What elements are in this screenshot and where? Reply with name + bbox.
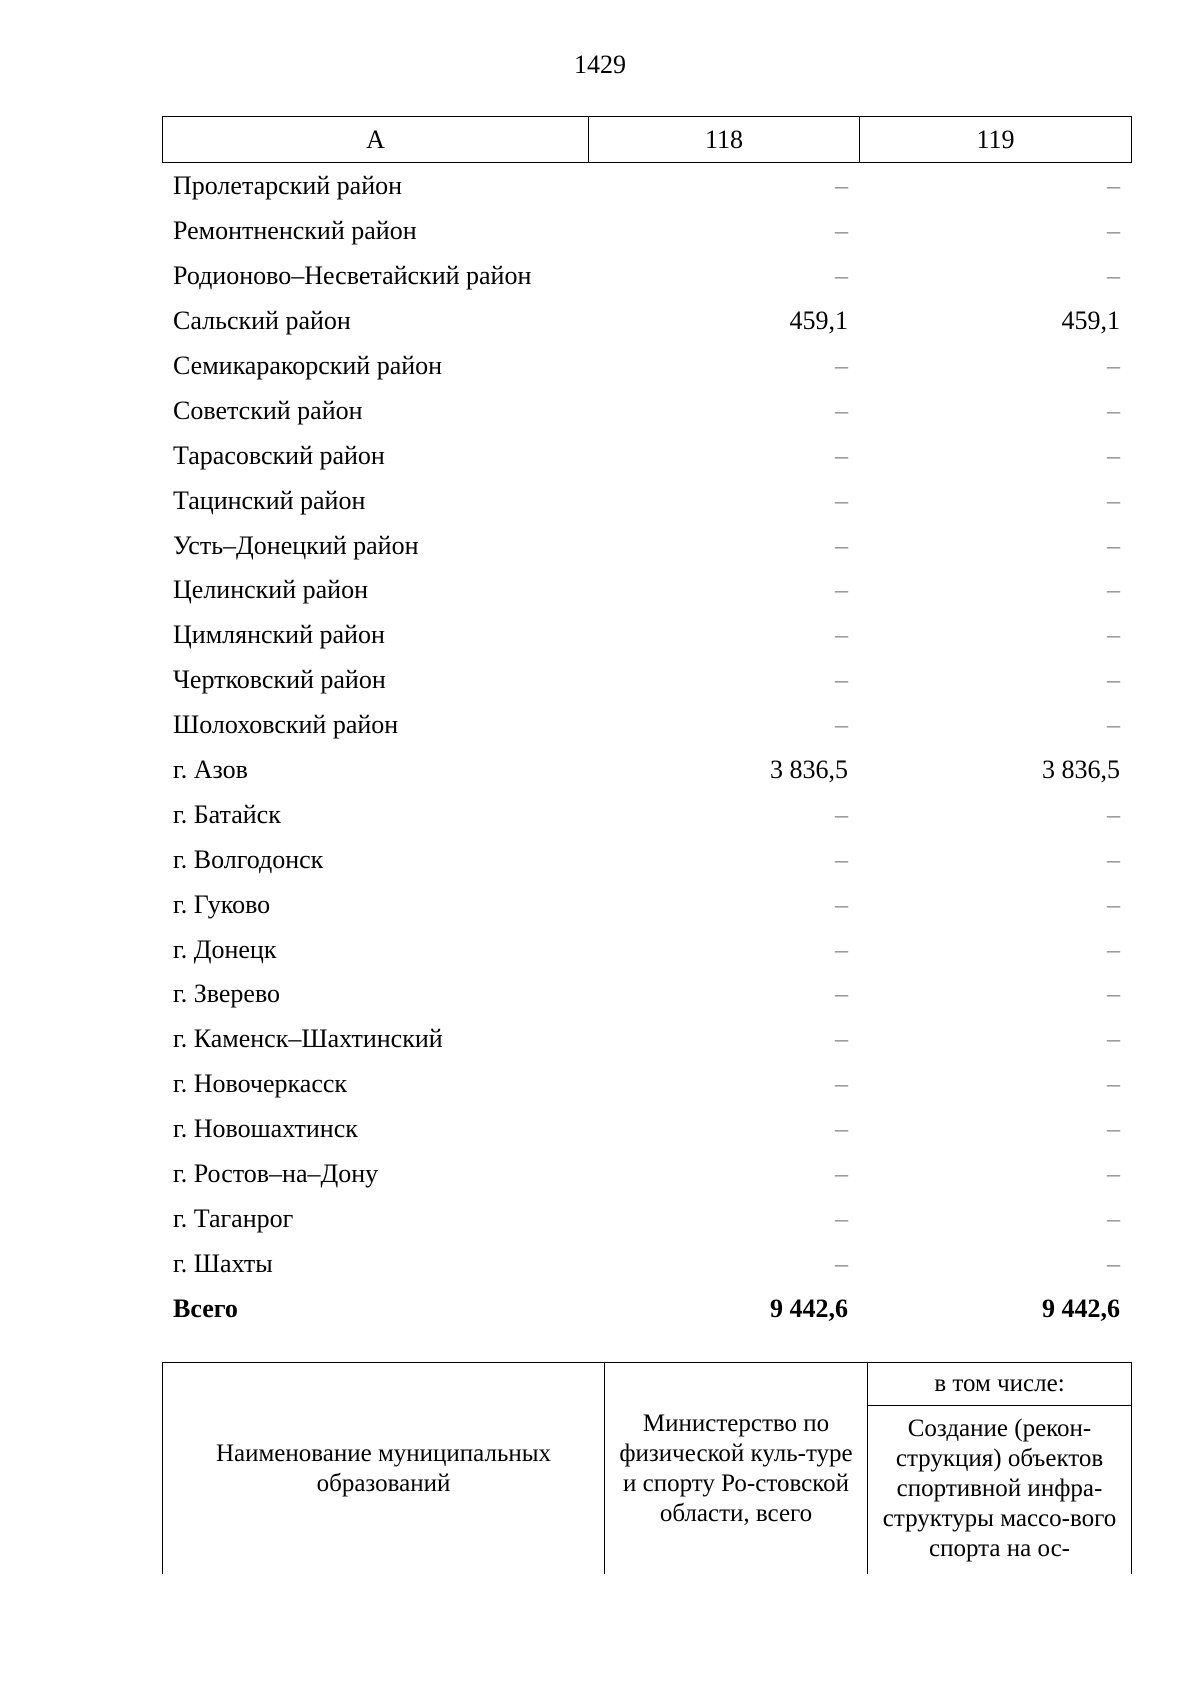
value-118: – [835, 1114, 848, 1144]
table-row [162, 837, 1131, 882]
table-row [162, 1107, 1131, 1152]
value-118: – [835, 1069, 848, 1099]
column-header-119: 119 [860, 117, 1132, 163]
value-118: – [835, 485, 848, 515]
table-row [162, 433, 1131, 478]
municipality-name: Сальский район [173, 306, 351, 336]
table-row [162, 568, 1131, 613]
value-119: – [1107, 485, 1120, 515]
value-119: – [1107, 1159, 1120, 1189]
table-row [162, 209, 1131, 254]
value-118: – [835, 799, 848, 829]
header-including: в том числе: [868, 1363, 1132, 1406]
municipality-name: Родионово–Несветайский район [173, 261, 532, 291]
value-119: – [1107, 261, 1120, 291]
value-118: – [835, 530, 848, 560]
municipality-name: г. Ростов–на–Дону [173, 1159, 379, 1189]
municipality-name: Тарасовский район [173, 440, 385, 470]
value-119: 3 836,5 [1042, 755, 1120, 785]
municipality-name: Семикаракорский район [173, 351, 443, 380]
value-118: – [835, 979, 848, 1009]
municipality-name: г. Таганрог [173, 1203, 294, 1233]
value-118: 9 442,6 [770, 1293, 848, 1323]
value-118: – [835, 440, 848, 470]
table-row [162, 613, 1131, 658]
value-118: – [835, 710, 848, 740]
value-118: – [835, 889, 848, 919]
table-row [162, 1241, 1131, 1286]
value-119: – [1107, 620, 1120, 650]
header-infrastructure [868, 1406, 1132, 1575]
header-ministry-total: Министерство по физической куль-туре и спорту Ро-стовской области, всего [605, 1363, 868, 1575]
value-118: – [835, 1248, 848, 1278]
table-row [162, 972, 1131, 1017]
header-municipality-name: Наименование муниципальных образований [163, 1363, 605, 1575]
value-118: – [835, 620, 848, 650]
municipality-name: г. Новочеркасск [173, 1069, 348, 1099]
value-118: – [835, 261, 848, 291]
value-119: – [1107, 1024, 1120, 1054]
value-118: – [835, 171, 848, 201]
municipality-name: Чертковский район [173, 665, 386, 695]
value-119: 9 442,6 [1042, 1293, 1120, 1323]
municipality-name: Шолоховский район [173, 710, 399, 740]
value-119: 459,1 [1061, 306, 1120, 336]
table-row [162, 882, 1131, 927]
value-119: – [1107, 171, 1120, 201]
table-row [162, 1196, 1131, 1241]
municipality-name: Тацинский район [173, 485, 366, 515]
municipality-name: г. Шахты [173, 1248, 273, 1278]
municipality-name: г. Батайск [173, 799, 281, 829]
value-118: – [835, 351, 848, 380]
value-118: – [835, 1024, 848, 1054]
value-119: – [1107, 440, 1120, 470]
value-119: – [1107, 575, 1120, 605]
value-119: – [1107, 710, 1120, 740]
table-row [162, 254, 1131, 299]
header-infrastructure-text: Создание (рекон-струкция) объектов спортивной инфра-структуры массо-вого спорта на ос- [882, 1415, 1117, 1562]
column-header-a: А [163, 117, 589, 163]
table-row [162, 344, 1131, 389]
municipality-name: г. Азов [173, 755, 248, 785]
value-118: – [835, 844, 848, 874]
municipality-name: Целинский район [173, 575, 368, 605]
municipality-name: Советский район [173, 395, 363, 425]
municipality-name: г. Каменск–Шахтинский [173, 1024, 443, 1054]
table-row [162, 658, 1131, 703]
table-row [162, 927, 1131, 972]
value-118: 459,1 [789, 306, 848, 336]
table-row [162, 1062, 1131, 1107]
municipality-name: г. Зверево [173, 979, 281, 1009]
value-118: – [835, 216, 848, 246]
table-row [162, 1152, 1131, 1197]
value-118: – [835, 395, 848, 425]
table-row [162, 1017, 1131, 1062]
municipality-name: г. Новошахтинск [173, 1114, 358, 1144]
total-row [162, 1286, 1131, 1331]
table-row [162, 523, 1131, 568]
page-number: 1429 [574, 50, 626, 79]
value-118: – [835, 1203, 848, 1233]
value-118: – [835, 665, 848, 695]
value-118: – [835, 575, 848, 605]
value-119: – [1107, 351, 1120, 380]
municipality-name: Усть–Донецкий район [173, 530, 419, 560]
table-row [162, 703, 1131, 748]
value-119: – [1107, 889, 1120, 919]
municipality-name: г. Волгодонск [173, 844, 324, 874]
value-119: – [1107, 530, 1120, 560]
column-header-table [162, 116, 1132, 163]
value-118: 3 836,5 [770, 755, 848, 785]
value-119: – [1107, 665, 1120, 695]
value-119: – [1107, 216, 1120, 246]
municipality-name: г. Гуково [173, 889, 271, 919]
value-118: – [835, 934, 848, 964]
value-119: – [1107, 934, 1120, 964]
value-119: – [1107, 1203, 1120, 1233]
table-row [162, 299, 1131, 344]
value-119: – [1107, 844, 1120, 874]
next-table-header [162, 1362, 1132, 1574]
value-119: – [1107, 395, 1120, 425]
table-row [162, 164, 1131, 209]
municipality-name: Цимлянский район [173, 620, 385, 650]
column-header-row [163, 117, 1132, 163]
table-row [162, 792, 1131, 837]
data-rows [162, 164, 1131, 1331]
value-119: – [1107, 1069, 1120, 1099]
municipality-name: Всего [173, 1293, 238, 1323]
municipality-name: г. Донецк [173, 934, 277, 964]
table-row [162, 478, 1131, 523]
value-119: – [1107, 1114, 1120, 1144]
value-119: – [1107, 979, 1120, 1009]
value-119: – [1107, 799, 1120, 829]
municipality-name: Ремонтненский район [173, 216, 417, 246]
table-row [162, 748, 1131, 793]
value-119: – [1107, 1248, 1120, 1278]
municipality-name: Пролетарский район [173, 171, 403, 201]
column-header-118: 118 [589, 117, 860, 163]
value-118: – [835, 1159, 848, 1189]
table-row [162, 388, 1131, 433]
